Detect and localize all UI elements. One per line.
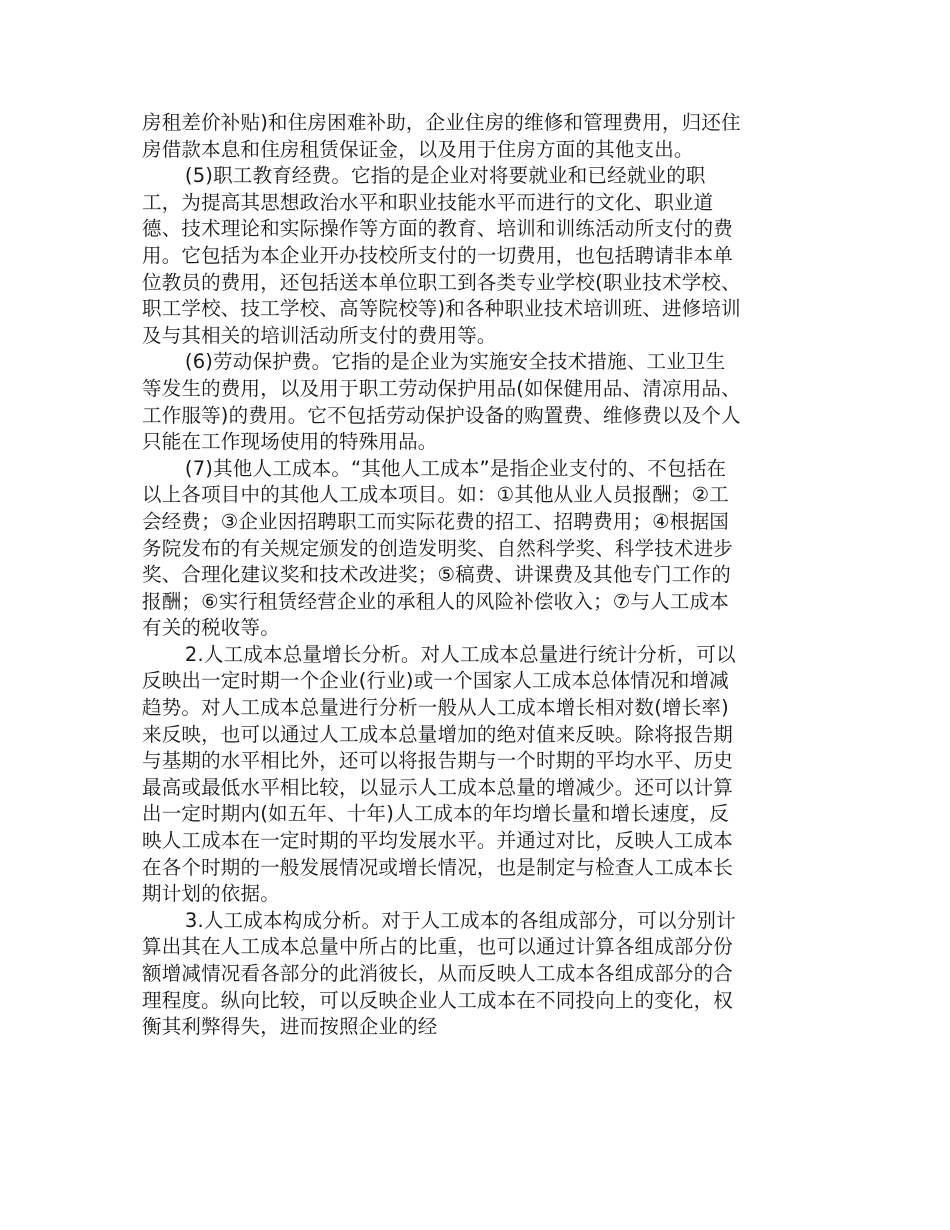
document-body bbox=[142, 110, 742, 1041]
paragraph-composition-analysis: 3.人工成本构成分析。对于人工成本的各组成部分，可以分别计算出其在人工成本总量中所占的比重，也可以通过计算各组成部分份额增减情况看各部分的此消彼长，从而反映人工成本各组成部分的合理程度。纵向比较，可以反映企业人工成本在不同投向上的变化，权衡其利弊得失，进而按照企业的经 bbox=[142, 908, 736, 1039]
paragraph-labor-protection-fee: (6)劳动保护费。它指的是企业为实施安全技术措施、工业卫生等发生的费用，以及用于职工劳动保护用品(如保健用品、清凉用品、工作服等)的费用。它不包括劳动保护设备的购置费、维修费以及个人只能在工作现场使用的特殊用品。 bbox=[142, 350, 741, 454]
paragraph-total-growth-analysis: 2.人工成本总量增长分析。对人工成本总量进行统计分析，可以反映出一定时期一个企业(行业)或一个国家人工成本总体情况和增减趋势。对人工成本总量进行分析一般从人工成本增长相对数(增长率)来反映，也可以通过人工成本总量增加的绝对值来反映。除将报告期与基期的水平相比外，还可以将报告期与一个时期的平均水平、历史最高或最低水平相比较，以显示人工成本总量的增减少。还可以计算出一定时期内(如五年、十年)人工成本的年均增长量和增长速度，反映人工成本在一定时期的平均发展水平。并通过对比，反映人工成本在各个时期的一般发展情况或增长情况，也是制定与检查人工成本长期计划的依据。 bbox=[142, 642, 736, 906]
paragraph-other-labor-cost: (7)其他人工成本。“其他人工成本”是指企业支付的、不包括在以上各项目中的其他人工成本项目。如：①其他从业人员报酬；②工会经费；③企业因招聘职工而实际花费的招工、招聘费用；④根据国务院发布的有关规定颁发的创造发明奖、自然科学奖、科学技术进步奖、合理化建议奖和技术改进奖；⑤稿费、讲课费及其他专门工作的报酬；⑥实行租赁经营企业的承租人的风险补偿收入；⑦与人工成本有关的税收等。 bbox=[142, 456, 734, 640]
paragraph-housing-continued: 房租差价补贴)和住房困难补助，企业住房的维修和管理费用，归还住房借款本息和住房租赁保证金，以及用于住房方面的其他支出。 bbox=[142, 111, 741, 161]
paragraph-staff-education-fee: (5)职工教育经费。它指的是企业对将要就业和已经就业的职工，为提高其思想政治水平和职业技能水平而进行的文化、职业道德、技术理论和实际操作等方面的教育、培训和训练活动所支付的费用。它包括为本企业开办技校所支付的一切费用，也包括聘请非本单位教员的费用，还包括送本单位职工到各类专业学校(职业技术学校、职工学校、技工学校、高等院校等)和各种职业技术培训班、进修培训及与其相关的培训活动所支付的费用等。 bbox=[142, 164, 741, 347]
